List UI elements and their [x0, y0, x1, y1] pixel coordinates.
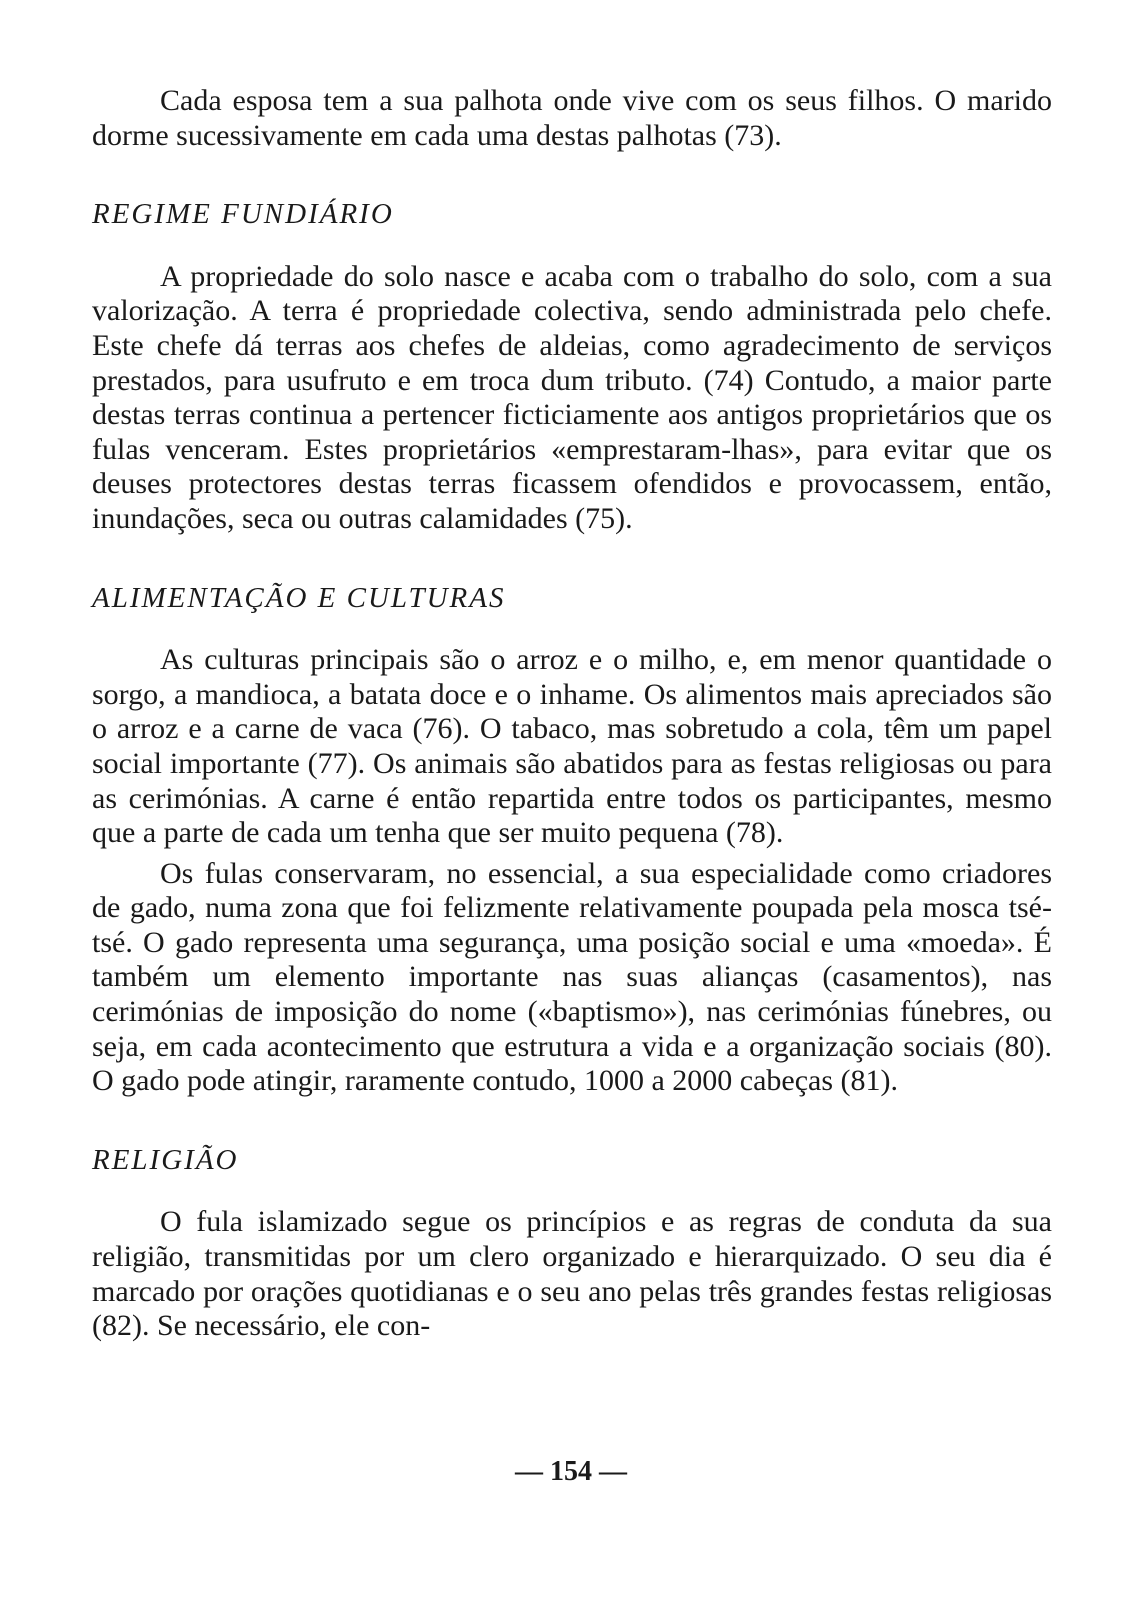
heading-alimentacao-culturas: ALIMENTAÇÃO E CULTURAS: [92, 581, 506, 614]
page-body: [92, 84, 1052, 1344]
heading-regime-fundiario: REGIME FUNDIÁRIO: [92, 198, 394, 231]
heading-religiao: RELIGIÃO: [92, 1143, 239, 1176]
page-number: — 154 —: [515, 1456, 627, 1487]
paragraph-intro: Cada esposa tem a sua palhota onde vive com os seus filhos. O marido dorme sucessivamente em cada uma destas palhotas (73).: [92, 84, 1052, 152]
paragraph-gado: Os fulas conservaram, no essencial, a sua especialidade como criadores de gado, numa zona que foi felizmente relativamente poupada pela mosca tsé-tsé. O gado representa uma segurança, uma posição social e uma «moeda». É também um elemento importante nas suas alianças (casamentos), nas cerimónias de imposição do nome («baptismo»), nas cerimónias fúnebres, ou seja, em cada acontecimento que estrutura a vida e a organização sociais (80). O gado pode atingir, raramente contudo, 1000 a 2000 cabeças (81).: [92, 856, 1052, 1098]
paragraph-religiao: O fula islamizado segue os princípios e as regras de conduta da sua religião, transmitidas por um clero organizado e hierarquizado. O seu dia é marcado por orações quotidianas e o seu ano pelas três grandes festas religiosas (82). Se necessário, ele con-: [92, 1205, 1052, 1343]
paragraph-regime-fundiario: A propriedade do solo nasce e acaba com o trabalho do solo, com a sua valorização. A terra é propriedade colectiva, sendo administrada pelo chefe. Este chefe dá terras aos chefes de aldeias, como agradecimento de serviços prestados, para usufruto e em troca dum tributo. (74) Contudo, a maior parte destas terras continua a pertencer ficticiamente aos antigos proprietários que os fulas venceram. Estes proprietários «emprestaram-lhas», para evitar que os deuses protectores destas terras ficassem ofendidos e provocassem, então, inundações, seca ou outras calamidades (75).: [92, 259, 1052, 535]
paragraph-culturas: As culturas principais são o arroz e o milho, e, em menor quantidade o sorgo, a mandioca, a batata doce e o inhame. Os alimentos mais apreciados são o arroz e a carne de vaca (76). O tabaco, mas sobretudo a cola, têm um papel social importante (77). Os animais são abatidos para as festas religiosas ou para as cerimónias. A carne é então repartida entre todos os participantes, mesmo que a parte de cada um tenha que ser muito pequena (78).: [92, 643, 1052, 850]
